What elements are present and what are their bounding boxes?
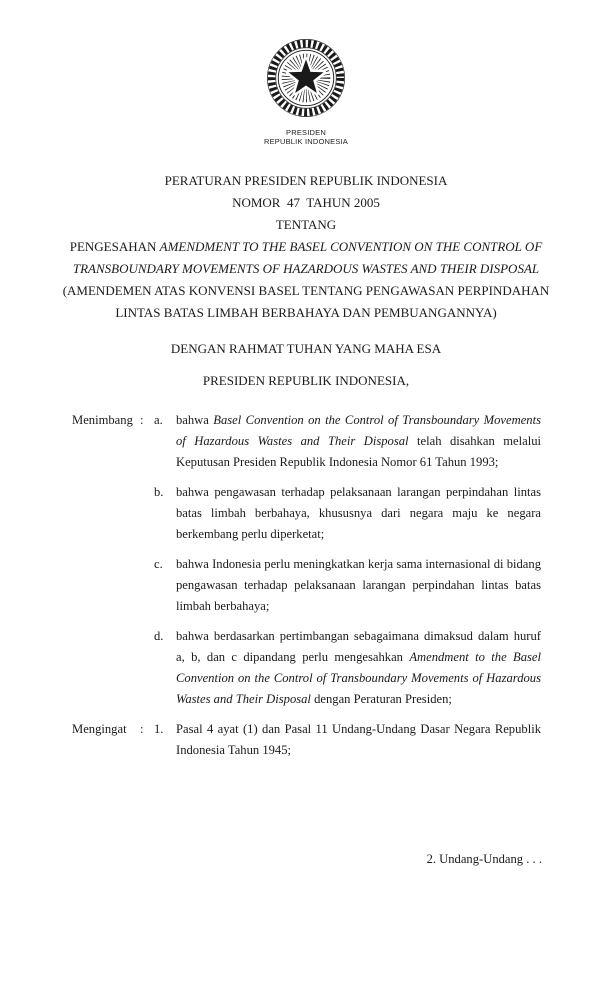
spacer xyxy=(72,626,140,710)
regulation-number: NOMOR 47 TAHUN 2005 xyxy=(232,195,380,210)
spacer xyxy=(140,482,154,545)
menimbang-section xyxy=(72,410,541,710)
menimbang-label: Menimbang xyxy=(72,413,133,427)
consideration-item-c: bahwa Indonesia perlu meningkatkan kerja sama internasional di bidang pengawasan terhadap pelaksanaan larangan perpindahan lintas batas limbah berbahaya; xyxy=(176,557,541,613)
consideration-item-b: bahwa pengawasan terhadap pelaksanaan larangan perpindahan lintas batas limbah berbahaya, khususnya dari negara maju ke negara berkembang perlu diperketat; xyxy=(176,485,541,541)
seal-caption xyxy=(0,128,612,146)
consideration-item-a: bahwa Basel Convention on the Control of Transboundary Movements of Hazardous Wastes and Their Disposal telah disahkan melalui Keputusan Presiden Republik Indonesia Nomor 61 Tahun 1993; xyxy=(176,413,541,469)
regulation-title: PERATURAN PRESIDEN REPUBLIK INDONESIA xyxy=(164,173,448,188)
spacer xyxy=(140,626,154,710)
tentang-label: TENTANG xyxy=(275,217,337,232)
spacer xyxy=(140,554,154,617)
legal-basis-item-1: Pasal 4 ayat (1) dan Pasal 11 Undang-Undang Dasar Negara Republik Indonesia Tahun 1945; xyxy=(176,722,541,757)
mengingat-label: Mengingat xyxy=(72,722,127,736)
colon-separator: : xyxy=(140,413,144,427)
spacer xyxy=(72,482,140,545)
item-marker-1: 1. xyxy=(154,722,164,736)
presidential-seal xyxy=(0,0,612,146)
spacer xyxy=(72,554,140,617)
title-block xyxy=(0,170,612,392)
invocation-line: DENGAN RAHMAT TUHAN YANG MAHA ESA xyxy=(170,341,442,356)
mengingat-section xyxy=(72,719,541,761)
item-marker-c: c. xyxy=(154,557,163,571)
seal-caption-presiden: PRESIDEN xyxy=(286,128,326,137)
colon-separator: : xyxy=(140,722,144,736)
item-marker-a: a. xyxy=(154,413,163,427)
page-catchword: 2. Undang-Undang . . . xyxy=(426,852,542,866)
consideration-item-d: bahwa berdasarkan pertimbangan sebagaimana dimaksud dalam huruf a, b, dan c dipandang perlu mengesahkan Amendment to the Basel Convention on the Control of Transboundary Movements of Hazardous Wastes and Their Disposal dengan Peraturan Presiden; xyxy=(176,629,542,706)
item-marker-d: d. xyxy=(154,629,164,643)
star-wreath-emblem-icon xyxy=(264,36,348,120)
regulation-subject: PENGESAHAN AMENDMENT TO THE BASEL CONVENTION ON THE CONTROL OF TRANSBOUNDARY MOVEMENTS OF HAZARDOUS WASTES AND THEIR DISPOSAL (AMENDEMEN ATAS KONVENSI BASEL TENTANG PENGAWASAN PERPINDAHAN LINTAS BATAS LIMBAH BERBAHAYA DAN PEMBUANGANNYA) xyxy=(62,239,550,320)
authority-line: PRESIDEN REPUBLIK INDONESIA, xyxy=(202,373,410,388)
seal-caption-republik-indonesia: REPUBLIK INDONESIA xyxy=(263,137,349,146)
item-marker-b: b. xyxy=(154,485,164,499)
